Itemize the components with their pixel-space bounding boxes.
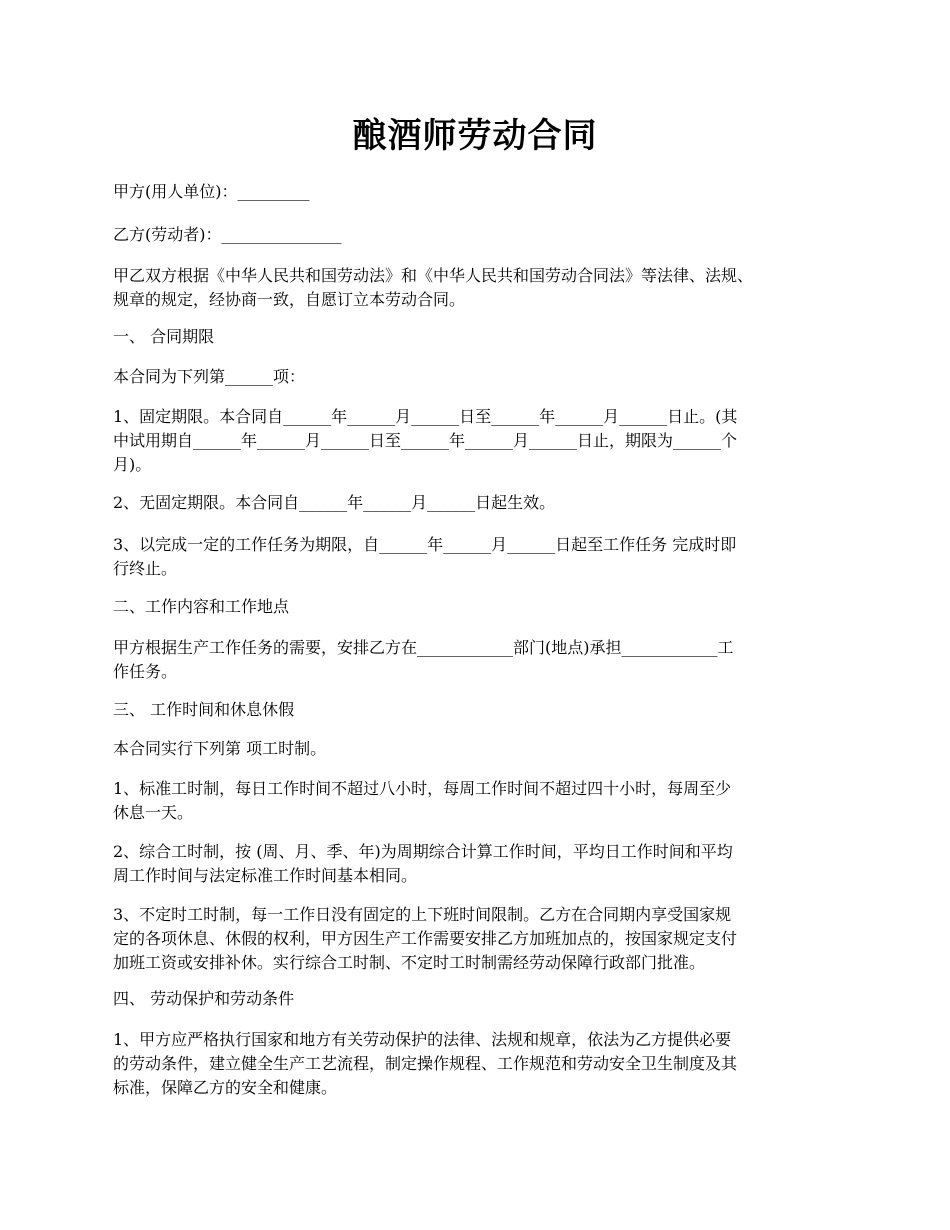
- s2-body-line-1: 甲方根据生产工作任务的需要，安排乙方在____________部门(地点)承担____________工: [113, 638, 734, 657]
- section-1-heading: 一、 合同期限: [113, 327, 215, 346]
- section-3-item-3: [113, 903, 843, 975]
- section-1-item-1: [113, 405, 843, 477]
- intro-line-1: 甲乙双方根据《中华人民共和国劳动法》和《中华人民共和国劳动合同法》等法律、法规、: [113, 266, 754, 285]
- section-3-heading: 三、 工作时间和休息休假: [113, 700, 295, 719]
- s1-item1-line-1: 1、固定期限。本合同自______年______月______日至______年______月______日止。(其: [113, 407, 738, 426]
- party-b-line: 乙方(劳动者)：_______________: [113, 225, 342, 244]
- section-3-item-2: [113, 840, 843, 888]
- s1-item3-line-2: 行终止。: [113, 559, 178, 578]
- s3-item1-line-1: 1、标准工时制，每日工作时间不超过八小时，每周工作时间不超过四十小时，每周至少: [113, 779, 732, 798]
- s3-item3-line-2: 定的各项休息、休假的权利，甲方因生产工作需要安排乙方加班加点的，按国家规定支付: [113, 929, 738, 948]
- s1-item3-line-1: 3、以完成一定的工作任务为期限，自______年______月______日起至工作任务 完成时即: [113, 535, 737, 554]
- section-4-item-1: [113, 1028, 843, 1100]
- section-3-item-1: [113, 777, 843, 825]
- section-1-item-2: 2、无固定期限。本合同自______年______月______日起生效。: [113, 493, 556, 512]
- s3-item1-line-2: 休息一天。: [113, 803, 194, 822]
- document-title: 酿酒师劳动合同: [352, 116, 598, 156]
- s1-item1-line-3: 月)。: [113, 455, 152, 474]
- section-1-item-3: [113, 533, 843, 581]
- s2-body-line-2: 作任务。: [113, 662, 178, 681]
- intro-line-2: 规章的规定，经协商一致，自愿订立本劳动合同。: [113, 290, 466, 309]
- s3-item2-line-1: 2、综合工时制，按 (周、月、季、年)为周期综合计算工作时间，平均日工作时间和平均: [113, 842, 733, 861]
- section-1-intro: 本合同为下列第______项：: [113, 367, 306, 386]
- s3-item2-line-2: 周工作时间与法定标准工作时间基本相同。: [113, 866, 418, 885]
- s4-item1-line-3: 标准，保障乙方的安全和健康。: [113, 1078, 338, 1097]
- section-3-intro: 本合同实行下列第 项工时制。: [113, 739, 327, 758]
- section-2-heading: 二、工作内容和工作地点: [113, 597, 290, 616]
- s4-item1-line-1: 1、甲方应严格执行国家和地方有关劳动保护的法律、法规和规章，依法为乙方提供必要: [113, 1030, 732, 1049]
- intro-paragraph: [113, 264, 843, 312]
- s1-item1-line-2: 中试用期自______年______月______日至______年______月______日止，期限为______个: [113, 431, 738, 450]
- s3-item3-line-3: 加班工资或安排补休。实行综合工时制、不定时工时制需经劳动保障行政部门批准。: [113, 953, 706, 972]
- s3-item3-line-1: 3、不定时工时制，每一工作日没有固定的上下班时间限制。乙方在合同期内享受国家规: [113, 905, 732, 924]
- section-4-heading: 四、 劳动保护和劳动条件: [113, 989, 295, 1008]
- party-a-line: 甲方(用人单位)：_________: [113, 182, 310, 201]
- s4-item1-line-2: 的劳动条件，建立健全生产工艺流程，制定操作规程、工作规范和劳动安全卫生制度及其: [113, 1054, 738, 1073]
- section-2-body: [113, 636, 843, 684]
